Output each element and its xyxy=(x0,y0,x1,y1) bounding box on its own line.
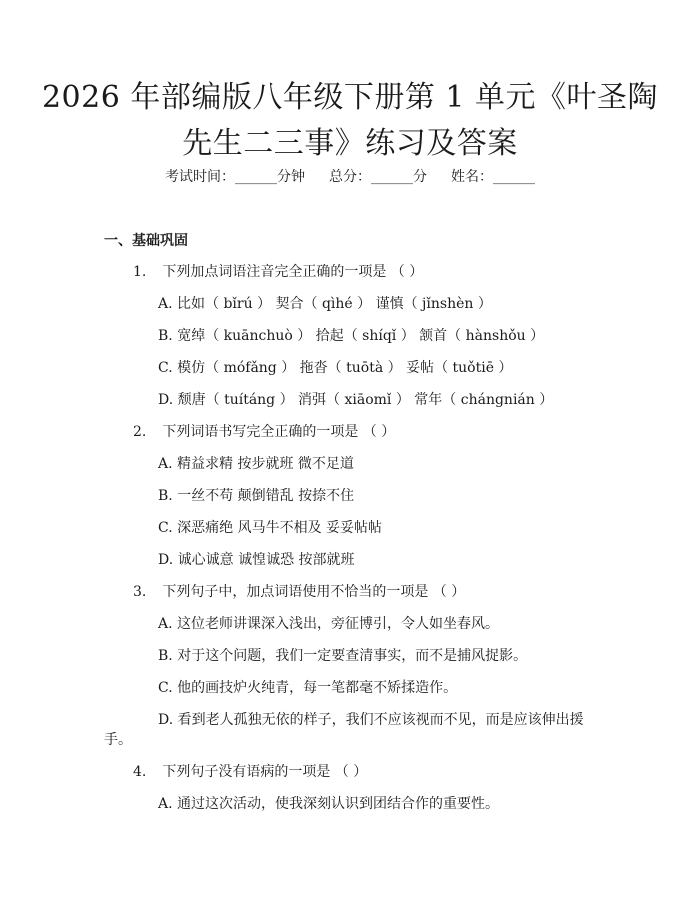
question-text: 下列词语书写完全正确的一项是 （ ） xyxy=(162,424,396,440)
exam-meta xyxy=(0,167,700,187)
question-2-option-d: D. 诚心诚意 诚惶诚恐 按部就班 xyxy=(158,552,355,568)
question-1-option-a: A. 比如（ bǐrú ） 契合（ qìhé ） 谨慎（ jǐnshèn ） xyxy=(158,296,492,312)
question-4 xyxy=(133,762,367,782)
section-heading: 一、基础巩固 xyxy=(104,233,188,249)
question-text: 下列句子中，加点词语使用不恰当的一项是 （ ） xyxy=(162,584,466,600)
question-1-option-c: C. 模仿（ mófǎng ） 拖沓（ tuōtà ） 妥帖（ tuǒtiē ） xyxy=(158,360,513,376)
exam-name-field: 姓名：______ xyxy=(451,169,535,185)
question-1-option-d: D. 颓唐（ tuítáng ） 消弭（ xiāomǐ ） 常年（ chángnián ） xyxy=(158,392,554,408)
question-text: 下列句子没有语病的一项是 （ ） xyxy=(162,764,368,780)
question-2-option-b: B. 一丝不苟 颠倒错乱 按捺不住 xyxy=(158,488,355,504)
question-3 xyxy=(133,582,465,602)
question-3-option-c: C. 他的画技炉火纯青，每一笔都毫不矫揉造作。 xyxy=(158,680,458,696)
exam-total-score-field: 总分：______分 xyxy=(329,169,427,185)
question-2-option-c: C. 深恶痛绝 风马牛不相及 妥妥帖帖 xyxy=(158,520,383,536)
exam-time-field: 考试时间：______分钟 xyxy=(165,169,305,185)
question-text: 下列加点词语注音完全正确的一项是 （ ） xyxy=(162,264,424,280)
question-1 xyxy=(133,262,423,282)
question-3-option-b: B. 对于这个问题，我们一定要查清事实，而不是捕风捉影。 xyxy=(158,648,528,664)
document-title-line-2: 先生二三事》练习及答案 xyxy=(182,126,518,161)
question-number: 4. xyxy=(133,764,147,780)
question-number: 3. xyxy=(133,584,147,600)
question-3-option-d: D. 看到老人孤独无依的样子，我们不应该视而不见，而是应该伸出援 xyxy=(158,712,584,728)
question-2 xyxy=(133,422,395,442)
question-1-option-b: B. 宽绰（ kuānchuò ） 拾起（ shíqǐ ） 颔首（ hànshǒu ） xyxy=(158,328,545,344)
document-title-line-1: 2026 年部编版八年级下册第 1 单元《叶圣陶 xyxy=(41,80,659,115)
question-2-option-a: A. 精益求精 按步就班 微不足道 xyxy=(158,456,354,472)
question-3-option-a: A. 这位老师讲课深入浅出，旁征博引，令人如坐春风。 xyxy=(158,616,500,632)
question-number: 1. xyxy=(133,264,147,280)
question-3-option-d-continued: 手。 xyxy=(104,732,132,748)
question-number: 2. xyxy=(133,424,147,440)
question-4-option-a: A. 通过这次活动，使我深刻认识到团结合作的重要性。 xyxy=(158,796,500,812)
